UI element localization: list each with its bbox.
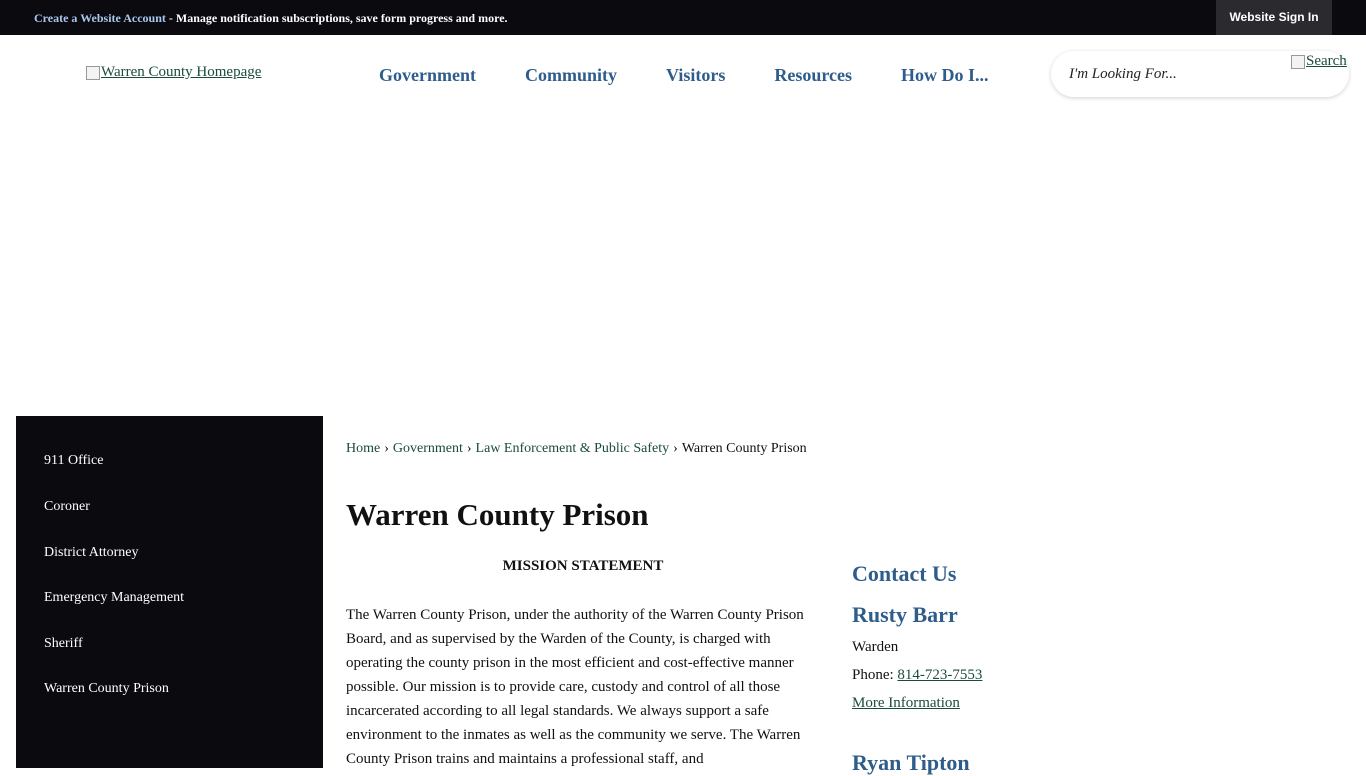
contact-name-2: Ryan Tipton bbox=[852, 750, 970, 775]
nav-community[interactable]: Community bbox=[524, 65, 617, 85]
main-nav bbox=[379, 64, 989, 88]
search-button-label: Search bbox=[1306, 53, 1347, 69]
broken-image-icon bbox=[86, 66, 100, 80]
sidebar-item-sheriff[interactable]: Sheriff bbox=[44, 636, 83, 651]
breadcrumb-separator: › bbox=[466, 441, 472, 456]
account-message-text: - Manage notification subscriptions, save form progress and more. bbox=[165, 11, 508, 25]
phone-link[interactable]: 814-723-7553 bbox=[897, 667, 983, 683]
phone-label: Phone: bbox=[852, 667, 898, 683]
sidebar-item-district-attorney[interactable]: District Attorney bbox=[44, 545, 139, 560]
nav-how-do-i[interactable]: How Do I... bbox=[900, 65, 989, 85]
breadcrumb-government[interactable]: Government bbox=[392, 441, 463, 456]
sidebar-item-911-office[interactable]: 911 Office bbox=[44, 453, 104, 468]
logo-link[interactable] bbox=[86, 64, 261, 81]
breadcrumb-separator: › bbox=[384, 441, 389, 456]
breadcrumb bbox=[346, 441, 807, 457]
contact-name: Rusty Barr bbox=[852, 602, 958, 627]
nav-government[interactable]: Government bbox=[379, 65, 476, 85]
nav-resources[interactable]: Resources bbox=[774, 65, 852, 85]
logo-alt-text: Warren County Homepage bbox=[101, 64, 262, 80]
sidebar-item-emergency-management[interactable]: Emergency Management bbox=[44, 590, 185, 605]
search-input[interactable] bbox=[1069, 63, 1279, 85]
more-information-link[interactable]: More Information bbox=[852, 695, 960, 711]
broken-image-icon bbox=[1291, 55, 1305, 69]
create-account-link[interactable]: Create a Website Account bbox=[34, 11, 166, 25]
sidebar bbox=[16, 416, 323, 768]
breadcrumb-separator: › bbox=[673, 441, 678, 456]
account-message bbox=[34, 10, 508, 26]
page-title: Warren County Prison bbox=[346, 497, 649, 532]
contact-phone bbox=[852, 667, 982, 684]
mission-body: The Warren County Prison, under the authority of the Warren County Prison Board, and as supervised by the Warden of the County, is charged with operating the county prison in the most efficient and cost-effective manner possible. Our mission is to provide care, custody and control of all those incarcerated according to all legal standards. We always support a safe environment to the inmates as well as the community we serve. The Warren County Prison trains and maintains a professional staff, and bbox=[346, 607, 804, 767]
contact-heading: Contact Us bbox=[852, 561, 957, 586]
breadcrumb-home[interactable]: Home bbox=[346, 441, 381, 456]
breadcrumb-law-enforcement[interactable]: Law Enforcement & Public Safety bbox=[475, 441, 670, 456]
contact-title: Warden bbox=[852, 639, 899, 655]
search-button[interactable] bbox=[1291, 53, 1347, 70]
mission-heading: MISSION STATEMENT bbox=[502, 558, 664, 574]
sign-in-button[interactable]: Website Sign In bbox=[1216, 0, 1332, 35]
nav-visitors[interactable]: Visitors bbox=[666, 65, 726, 85]
sidebar-item-warren-county-prison[interactable]: Warren County Prison bbox=[44, 681, 169, 696]
sidebar-item-coroner[interactable]: Coroner bbox=[44, 499, 90, 514]
top-bar bbox=[0, 0, 1366, 35]
breadcrumb-current: Warren County Prison bbox=[681, 441, 807, 456]
